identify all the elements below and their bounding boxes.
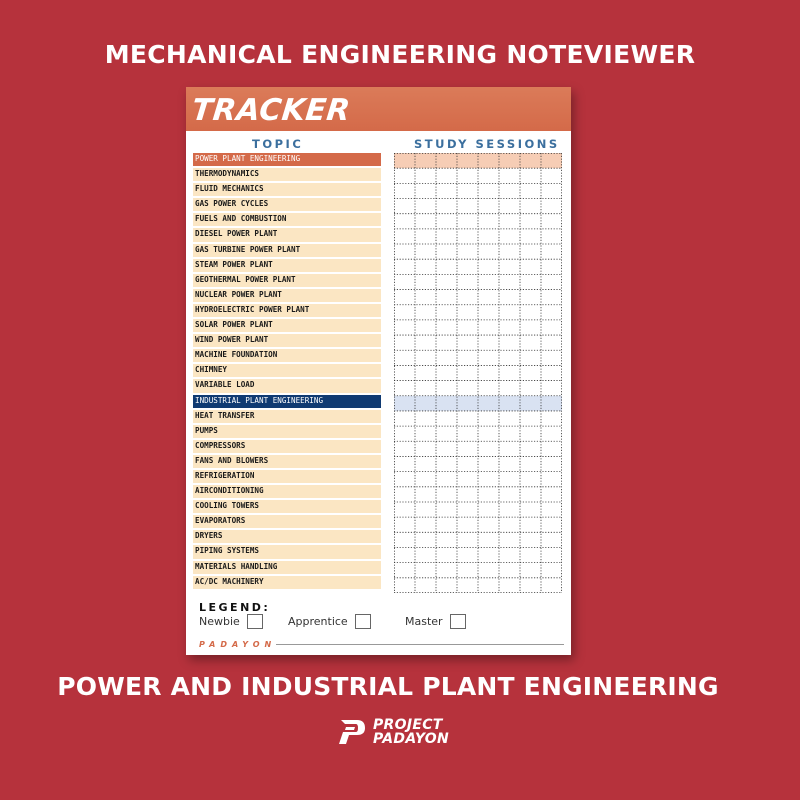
legend-master-box[interactable] [450, 614, 466, 629]
topic-section-header: INDUSTRIAL PLANT ENGINEERING [193, 395, 381, 410]
topic-row: CHIMNEY [193, 364, 381, 379]
topic-row: NUCLEAR POWER PLANT [193, 289, 381, 304]
legend-apprentice-label: Apprentice [288, 615, 348, 628]
legend-master [405, 614, 466, 629]
legend-newbie-box[interactable] [247, 614, 263, 629]
topic-row: FUELS AND COMBUSTION [193, 213, 381, 228]
tracker-sheet [186, 87, 571, 655]
topic-row: COOLING TOWERS [193, 500, 381, 515]
topic-row: MACHINE FOUNDATION [193, 349, 381, 364]
brand-line-project: PROJECT [373, 717, 443, 733]
topic-row: SOLAR POWER PLANT [193, 319, 381, 334]
legend-title: LEGEND: [199, 601, 271, 614]
topic-row: VARIABLE LOAD [193, 379, 381, 394]
brand-wordmark [373, 718, 449, 746]
topic-row: FLUID MECHANICS [193, 183, 381, 198]
topic-row: PUMPS [193, 425, 381, 440]
topic-row: STEAM POWER PLANT [193, 259, 381, 274]
topic-row: AIRCONDITIONING [193, 485, 381, 500]
topic-row: PIPING SYSTEMS [193, 545, 381, 560]
legend-newbie-label: Newbie [199, 615, 240, 628]
legend-apprentice [288, 614, 371, 629]
topic-row: HEAT TRANSFER [193, 410, 381, 425]
topic-row: HYDROELECTRIC POWER PLANT [193, 304, 381, 319]
topic-row: FANS AND BLOWERS [193, 455, 381, 470]
topic-row: EVAPORATORS [193, 515, 381, 530]
footer-divider [276, 644, 564, 645]
tracker-title: TRACKER [190, 93, 353, 128]
topic-row: WIND POWER PLANT [193, 334, 381, 349]
topic-row: AC/DC MACHINERY [193, 576, 381, 591]
study-sessions-header: STUDY SESSIONS [414, 137, 560, 151]
legend-master-label: Master [405, 615, 443, 628]
brand-line-padayon: PADAYON [373, 731, 450, 747]
topic-row: DRYERS [193, 530, 381, 545]
topic-row: THERMODYNAMICS [193, 168, 381, 183]
topic-row: GAS POWER CYCLES [193, 198, 381, 213]
topic-row: DIESEL POWER PLANT [193, 228, 381, 243]
page-subtitle: POWER AND INDUSTRIAL PLANT ENGINEERING [57, 672, 719, 701]
topic-row: REFRIGERATION [193, 470, 381, 485]
topic-list [193, 153, 381, 591]
grid-section-band [394, 153, 562, 168]
topic-row: MATERIALS HANDLING [193, 561, 381, 576]
study-sessions-grid[interactable] [394, 153, 562, 593]
legend-apprentice-box[interactable] [355, 614, 371, 629]
project-padayon-logo-icon [337, 718, 367, 746]
topic-row: COMPRESSORS [193, 440, 381, 455]
tracker-banner [186, 87, 571, 131]
sheet-footer-brand: PADAYON [199, 640, 277, 649]
page-title: MECHANICAL ENGINEERING NOTEVIEWER [104, 40, 696, 69]
topic-row: GEOTHERMAL POWER PLANT [193, 274, 381, 289]
project-padayon-brand [337, 718, 449, 746]
legend-newbie [199, 614, 263, 629]
topic-row: GAS TURBINE POWER PLANT [193, 244, 381, 259]
topic-section-header: POWER PLANT ENGINEERING [193, 153, 381, 168]
topic-column-header: TOPIC [252, 137, 304, 151]
